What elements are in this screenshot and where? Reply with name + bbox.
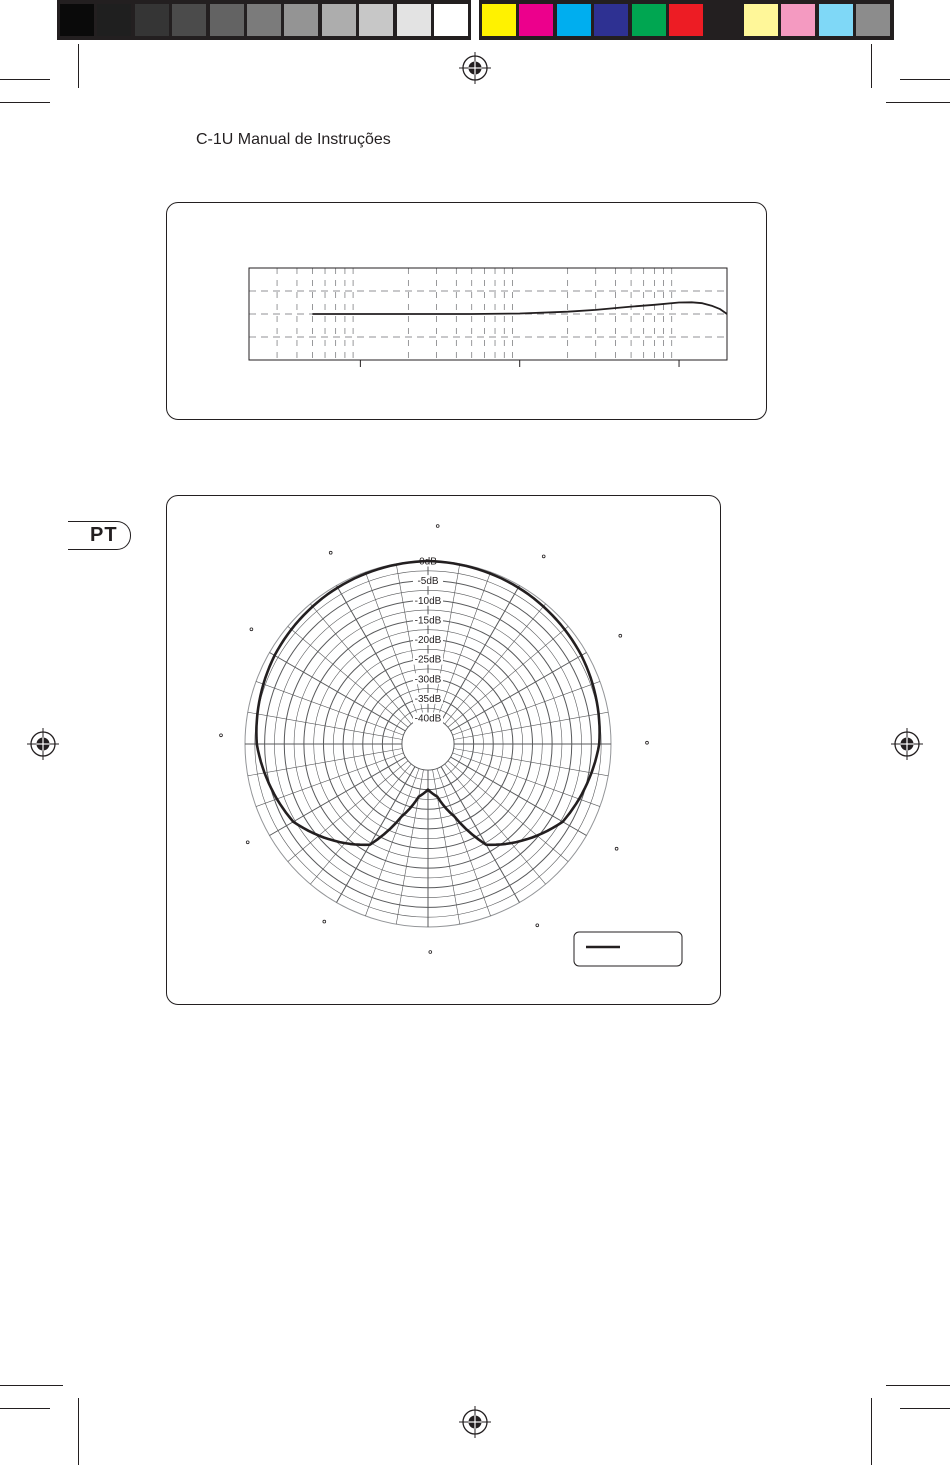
polar-radial-line	[441, 586, 520, 722]
angle-mark	[429, 951, 432, 954]
db-ring-label: -10dB	[414, 595, 442, 607]
db-ring-label: -15dB	[414, 615, 442, 627]
angle-mark	[250, 628, 253, 631]
polar-radial-line	[337, 586, 416, 722]
polar-radial-line	[441, 767, 520, 903]
polar-radial-line	[445, 604, 546, 724]
polar-radial-line	[337, 767, 416, 903]
polar-radial-line	[448, 626, 568, 727]
language-badge: PT	[68, 521, 131, 550]
polar-radial-line	[437, 572, 491, 720]
db-ring-label: -25dB	[414, 654, 442, 666]
angle-mark	[220, 734, 223, 737]
db-ring-label: -35dB	[414, 693, 442, 705]
legend-box	[574, 932, 682, 966]
db-ring-label: -20dB	[414, 635, 442, 646]
polar-radial-line	[270, 653, 406, 732]
page-title: C-1U Manual de Instruções	[196, 131, 391, 148]
angle-mark	[619, 634, 622, 637]
polar-radial-line	[288, 761, 408, 862]
polar-center	[402, 718, 454, 770]
db-ring-label: 0dB	[419, 556, 437, 568]
polar-radial-line	[256, 753, 404, 807]
polar-radial-line	[288, 626, 408, 727]
polar-radial-line	[310, 604, 411, 724]
polar-radial-line	[451, 757, 587, 836]
polar-radial-line	[270, 757, 406, 836]
polar-radial-line	[452, 681, 600, 735]
polar-radial-line	[365, 572, 419, 720]
angle-mark	[246, 841, 249, 844]
angle-mark	[536, 924, 539, 927]
angle-mark	[615, 847, 618, 850]
polar-radial-line	[452, 753, 600, 807]
angle-mark	[542, 555, 545, 558]
angle-mark	[436, 525, 439, 528]
angle-mark	[646, 741, 649, 744]
polar-radial-line	[451, 653, 587, 732]
angle-mark	[329, 551, 332, 554]
polar-radial-line	[256, 681, 404, 735]
polar-radial-line	[448, 761, 568, 862]
db-ring-label: -30dB	[414, 674, 442, 686]
db-ring-label: -40dB	[414, 713, 442, 725]
db-ring-label: -5dB	[417, 576, 439, 588]
angle-mark	[323, 920, 326, 923]
